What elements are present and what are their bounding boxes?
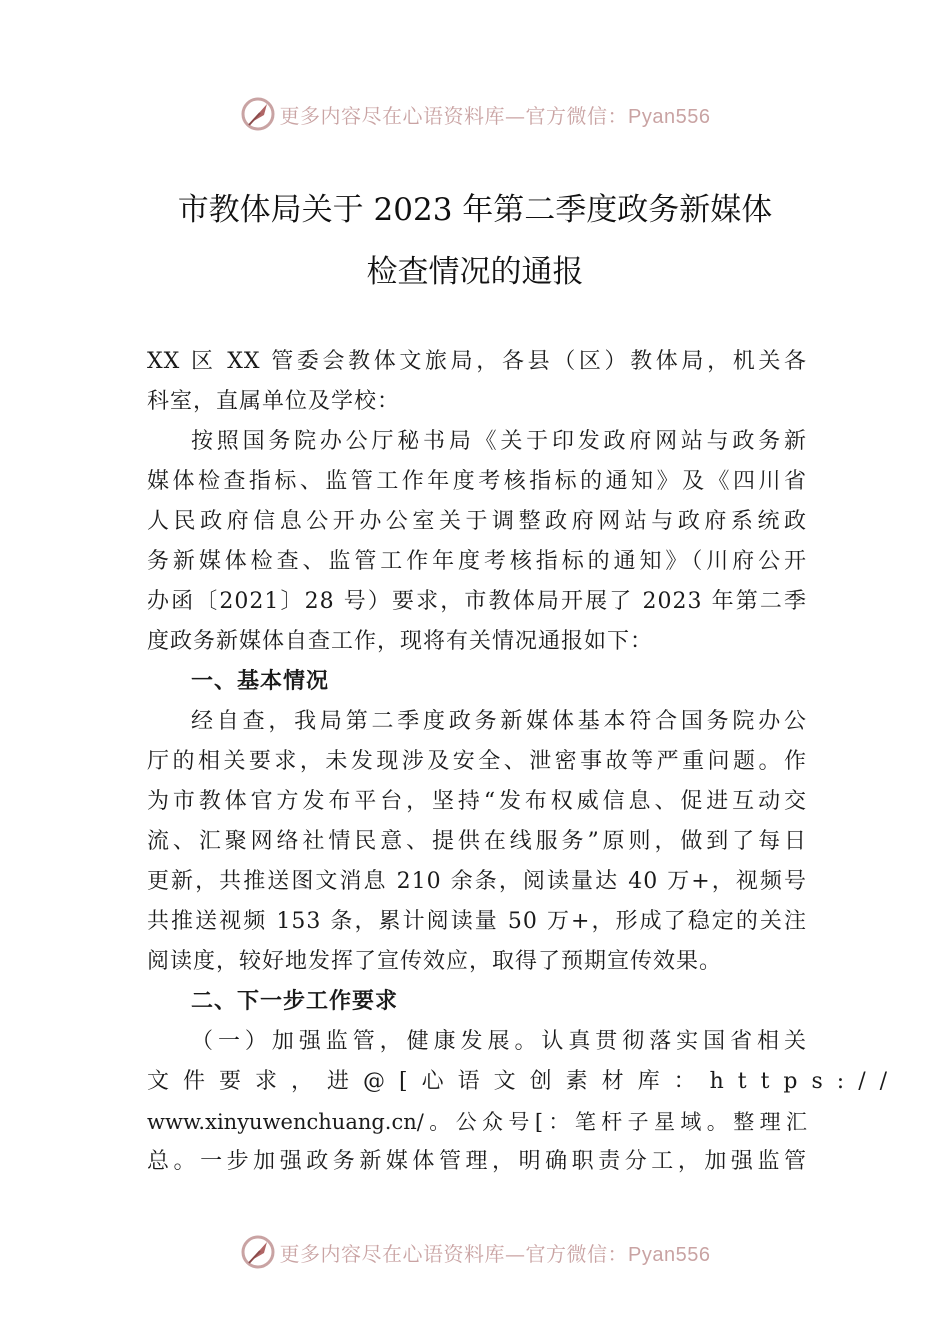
quill-logo-icon <box>240 96 276 132</box>
body-line: 务新媒体检查、监管工作年度考核指标的通知》（川府公开 <box>147 549 807 574</box>
body-line: 科室，直属单位及学校： <box>147 389 401 414</box>
document-title-line-2: 检查情况的通报 <box>366 254 584 290</box>
section-heading-1: 一、基本情况 <box>191 669 330 694</box>
body-line: 总。一步加强政务新媒体管理，明确职责分工，加强监管 <box>147 1149 807 1174</box>
watermark-text: 更多内容尽在心语资料库—官方微信：Pyan556 <box>279 1241 711 1266</box>
section-heading-2: 二、下一步工作要求 <box>191 989 399 1014</box>
body-line: 度政务新媒体自查工作，现将有关情况通报如下： <box>147 629 654 654</box>
body-line: 经自查，我局第二季度政务新媒体基本符合国务院办公 <box>191 709 807 734</box>
footer-watermark-banner <box>0 1232 950 1272</box>
quill-logo-icon <box>240 1234 276 1270</box>
body-line: www.xinyuwenchuang.cn/。公众号[：笔杆子星域。整理汇 <box>147 1110 807 1134</box>
body-line: 厅的相关要求，未发现涉及安全、泄密事故等严重问题。作 <box>147 749 807 774</box>
document-title-line-1: 市教体局关于 2023 年第二季度政务新媒体 <box>177 192 773 228</box>
body-line: （一）加强监管，健康发展。认真贯彻落实国省相关 <box>191 1029 807 1054</box>
body-line: XX 区 XX 管委会教体文旅局，各县（区）教体局，机关各 <box>147 349 807 374</box>
body-line: 为市教体官方发布平台，坚持“发布权威信息、促进互动交 <box>147 789 807 814</box>
body-line: 流、汇聚网络社情民意、提供在线服务”原则，做到了每日 <box>147 829 807 854</box>
watermark-text: 更多内容尽在心语资料库—官方微信：Pyan556 <box>279 103 711 128</box>
body-line: 更新，共推送图文消息 210 余条，阅读量达 40 万+，视频号 <box>147 869 807 894</box>
body-line: 媒体检查指标、监管工作年度考核指标的通知》及《四川省 <box>147 469 807 494</box>
body-line: 人民政府信息公开办公室关于调整政府网站与政府系统政 <box>147 509 807 534</box>
body-line: 办函〔2021〕28 号）要求，市教体局开展了 2023 年第二季 <box>147 589 807 614</box>
document-body <box>147 342 902 1182</box>
body-line: 共推送视频 153 条，累计阅读量 50 万+，形成了稳定的关注 <box>147 909 807 934</box>
body-line: 阅读度，较好地发挥了宣传效应，取得了预期宣传效果。 <box>147 949 723 974</box>
header-watermark-banner <box>0 94 950 134</box>
body-line: 文件要求，进@[心语文创素材库：https:// <box>147 1069 902 1094</box>
body-line: 按照国务院办公厅秘书局《关于印发政府网站与政务新 <box>191 429 807 454</box>
